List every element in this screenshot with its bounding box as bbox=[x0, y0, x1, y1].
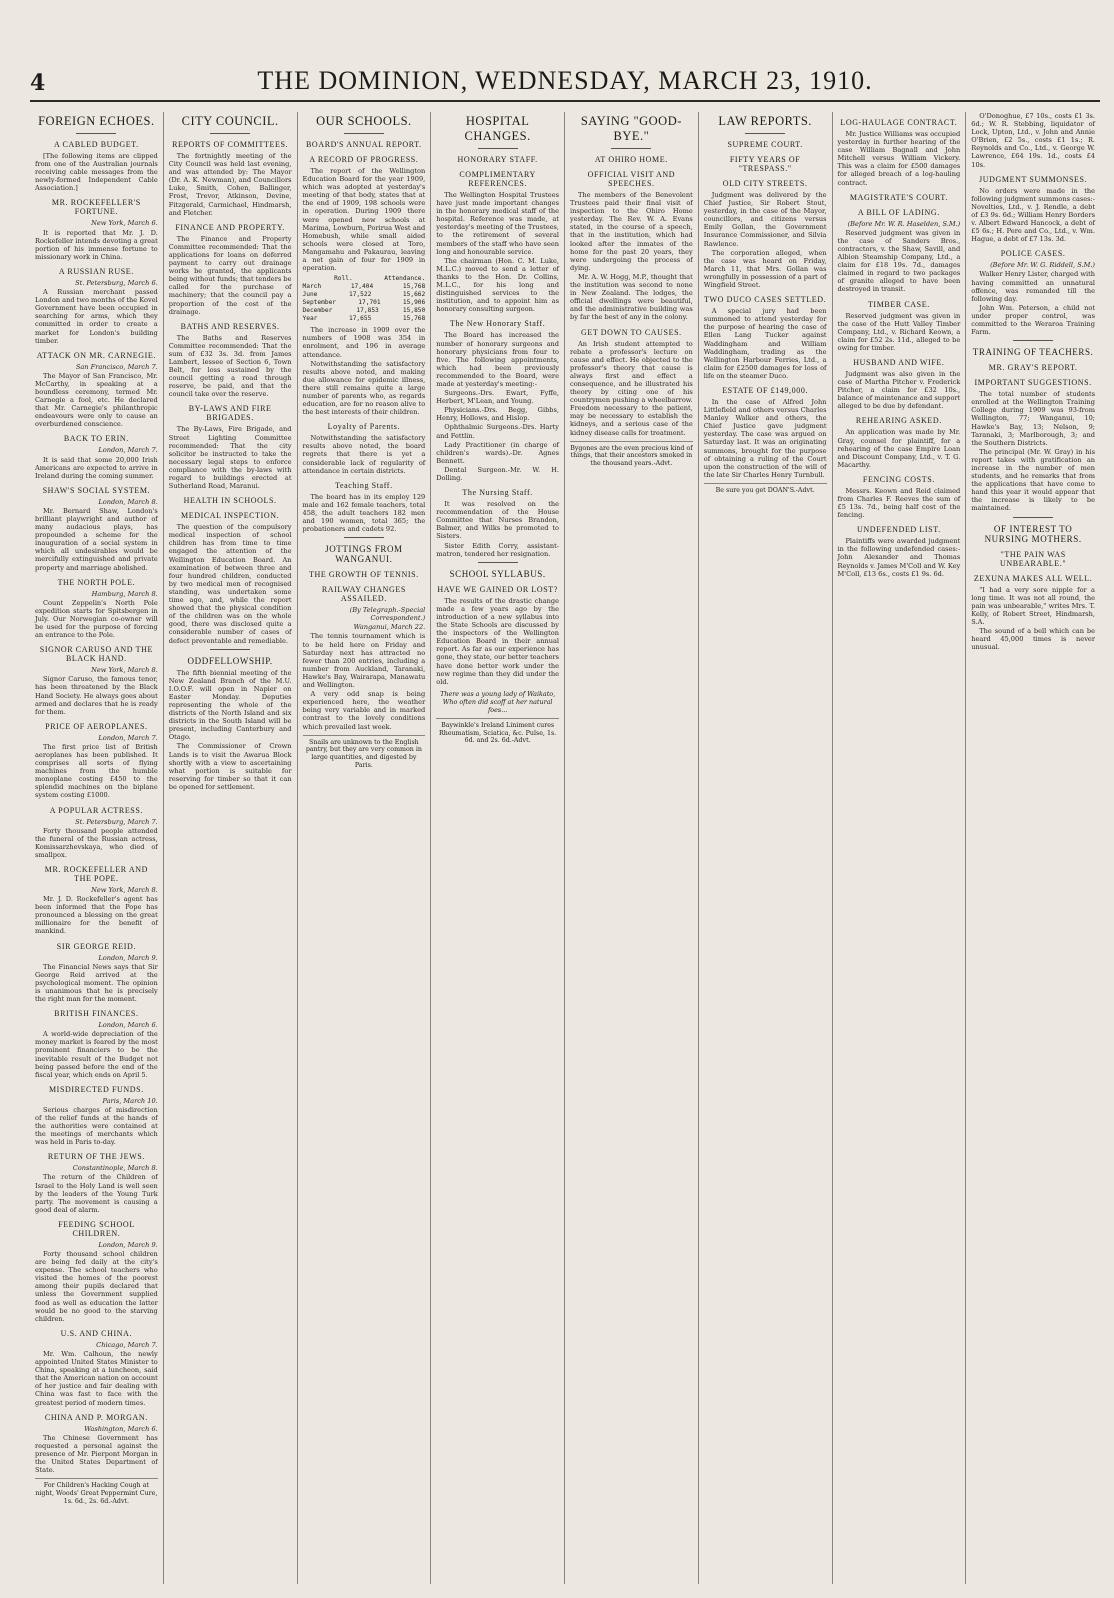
article-subhead: FINANCE AND PROPERTY. bbox=[175, 222, 285, 232]
article-subhead: JUDGMENT SUMMONSES. bbox=[979, 174, 1088, 184]
article-paragraph: The fifth biennial meeting of the New Zealand Branch of the M.U. I.O.O.F. will open in Napier on Easter Monday. Deputies representing the whole of the districts of the North Island and six districts in the South Island will be present, including Canterbury and Otago. bbox=[168, 668, 292, 742]
article-paragraph: An application was made by Mr. Gray, counsel for plaintiff, for a rehearing of the case Empire Loan and Discount Company, Ltd., v. T. G. Macarthy. bbox=[837, 428, 961, 469]
article-subhead: Teaching Staff. bbox=[335, 480, 393, 490]
article-subhead: HAVE WE GAINED OR LOST? bbox=[437, 584, 558, 594]
table-header-cell: Attendance. bbox=[384, 275, 426, 283]
article-paragraph: Lady Practitioner (in charge of children's wards).-Dr. Agnes Bennett. bbox=[436, 440, 559, 465]
column-3 bbox=[298, 112, 432, 1584]
table-cell: 17,701 bbox=[358, 299, 381, 307]
advertisement: Bygones are the even precious kind of things, that their ancestors smoked in the thousand years.-Advt. bbox=[570, 441, 693, 468]
article-paragraph: Serious charges of misdirection of the relief funds at the hands of the authorities were contained at the meetings of merchants which was held in Paris to-day. bbox=[35, 1105, 158, 1147]
article-subhead: SUPREME COURT. bbox=[727, 140, 803, 149]
article-paragraph: The fortnightly meeting of the City Council was held last evening, and was attended by: The Mayor (Dr. A. K. Newman), and Councillors Luke, Smith, Cohen, Ballinger, Frost, Trevor, Atkinson, Devine, Fitzgerald, Carmichael, Hindmarsh, and Fletcher. bbox=[168, 152, 292, 217]
article-paragraph: The report of the Wellington Education Board for the year 1909, which was adopted at yesterday's meeting of that body, states that at the end of 1909, 198 schools were in operation. During 1909 there were opened new schools at Marima, Lowburn, Porirua West and Homebush, while small aided schools were closed at Toro, Mangamahu and Pakaurau, leaving a net gain of four for 1909 in operation. bbox=[302, 167, 426, 273]
article-paragraph: The Mayor of San Francisco, Mr. McCarthy, in speaking at a boundless ceremony, termed Mr. Carnegie a fool, etc. He declared that Mr. Carnegie's philanthropic endeavours were only to cause an overburdened conscience. bbox=[35, 371, 158, 429]
dateline: Wanganui, March 22. bbox=[353, 623, 426, 632]
article-subhead: ATTACK ON MR. CARNEGIE. bbox=[36, 350, 156, 360]
table-header-row bbox=[303, 275, 426, 283]
article-paragraph: A very odd snap is being experienced here, the weather being very variable and in marked contrast to the lovely conditions which prevailed last week. bbox=[302, 690, 426, 731]
article-subhead: UNDEFENDED LIST. bbox=[857, 525, 941, 535]
article-paragraph: The members of the Benevolent Trustees paid their final visit of inspection to the Ohiro Home yesterday. The Rev. W. A. Evans stated, in the course of a speech, that in the institution, which had looked after the inmates of the home for the past 20 years, they were undergoing the process of dying. bbox=[570, 191, 693, 272]
dateline: Washington, March 6. bbox=[84, 1424, 158, 1433]
dateline: Paris, March 10. bbox=[102, 1096, 158, 1105]
column-7 bbox=[833, 112, 967, 1584]
table-row bbox=[303, 299, 426, 307]
article-paragraph: Count Zeppelin's North Pole expedition starts for Spitsbergen in July. Our Norwegian co-owner will be used for the purpose of forcing an entrance to the Pole. bbox=[35, 598, 158, 640]
table-cell: Year bbox=[302, 315, 318, 323]
column-6 bbox=[699, 112, 833, 1584]
dateline: San Francisco, March 7. bbox=[75, 362, 158, 371]
article-subhead: MR. GRAY'S REPORT. bbox=[988, 363, 1078, 373]
article-paragraph: In the case of Alfred John Littlefield and others versus Charles Manley Walker and others, the Chief Justice gave judgment yesterday. The case was argued on Saturday last. It was an originating summons, brought for the purpose of obtaining a ruling of the Court upon the construction of the will of the late Sir Charles Henry Turnbull. bbox=[703, 397, 827, 479]
paper-title: THE DOMINION, WEDNESDAY, MARCH 23, 1910. bbox=[257, 66, 873, 95]
article-paragraph: Dental Surgeon.-Mr. W. H. Dolling. bbox=[436, 465, 559, 482]
advertisement: Snails are unknown to the English pantry, but they are very common in large quantities, and digested by Paris. bbox=[303, 735, 426, 770]
article-paragraph: The Board has increased the number of honorary surgeons and honorary physicians from four to five. The following appointments, which had been previously recommended to the Board, were made at yesterday's meeting:- bbox=[436, 331, 559, 388]
article-paragraph: The first price list of British aeroplanes has been published. It comprises all sorts of flying machines from the humble monoplane costing £450 to the splendid machines on the biplane system costing £1000. bbox=[35, 742, 158, 800]
byline: (By Telegraph.-Special Correspondent.) bbox=[349, 606, 426, 623]
article-subhead: TWO DUCO CASES SETTLED. bbox=[704, 295, 827, 305]
article-paragraph: Mr. J. D. Rockefeller's agent has been informed that the Pope has pronounced a blessing on the great millionaire for the benefit of mankind. bbox=[35, 895, 158, 936]
article-subhead: FIFTY YEARS OF "TRESPASS." bbox=[729, 155, 801, 173]
article-paragraph: The Finance and Property Committee recommended: That the applications for loans on deferred payment to carry out drainage works be granted, the applicants being without funds; that tenders be called for the purchase of machinery; that the council pay a proportion of the cost of the drainage. bbox=[168, 234, 292, 316]
table-cell: March bbox=[302, 283, 322, 291]
article-subhead: COMPLIMENTARY REFERENCES. bbox=[459, 170, 536, 188]
table-cell: 15,906 bbox=[402, 299, 426, 307]
article-paragraph: The total number of students enrolled at the Wellington Training College during 1909 was 93-from Wellington, 77; Wanganui, 10; Hawke's Bay, 13; Nelson, 9; Taranaki, 3; Marlborough, 3; and the Southern Districts. bbox=[971, 390, 1095, 447]
section-rule bbox=[1013, 517, 1053, 518]
article-subhead: BOARD'S ANNUAL REPORT. bbox=[306, 140, 422, 149]
article-heading: SCHOOL SYLLABUS. bbox=[449, 568, 546, 579]
article-subhead: A RUSSIAN RUSE. bbox=[58, 266, 134, 276]
article-paragraph: No orders were made in the following judgment summons cases:-Novelties, Ltd., v. J. Rendle, a debt of £3 9s. 6d.; William Henry Borders v. Albert Edward Hancock, a debt of £5 6s.; H. Pere and Co., Ltd., v. Wm. Hague, a debt of £7 13s. 3d. bbox=[971, 186, 1095, 244]
dateline: London, March 8. bbox=[98, 497, 158, 506]
table-cell: 15,768 bbox=[402, 283, 426, 291]
column-8 bbox=[966, 112, 1100, 1584]
article-subhead: BRITISH FINANCES. bbox=[54, 1009, 139, 1019]
article-paragraph: The chairman (Hon. C. M. Luke, M.L.C.) moved to send a letter of thanks to the Hon. Dr. Collins, M.L.C., for his long and distinguished services to the institution, and to appoint him as honorary consulting surgeon. bbox=[436, 256, 559, 314]
article-subhead: The New Honorary Staff. bbox=[449, 319, 546, 329]
column-heading: OUR SCHOOLS. bbox=[316, 114, 412, 128]
article-subhead: THE GROWTH OF TENNIS. bbox=[308, 570, 419, 580]
article-subhead: SIGNOR CARUSO AND THE BLACK HAND. bbox=[39, 645, 153, 664]
table-cell: December bbox=[302, 307, 333, 315]
article-subhead: POLICE CASES. bbox=[1000, 249, 1066, 259]
table-header-cell: Roll. bbox=[334, 275, 353, 283]
article-paragraph: Surgeons.-Drs. Ewart, Fyffe, Herbert, M'Lean, and Young. bbox=[436, 389, 559, 406]
article-subhead: BACK TO ERIN. bbox=[63, 434, 129, 444]
heading-rule bbox=[478, 148, 518, 149]
article-paragraph: The Chinese Government has requested a personal against the presence of Mr. Pierpont Morgan in the United States Department of State. bbox=[35, 1433, 158, 1475]
article-subhead: HUSBAND AND WIFE. bbox=[853, 357, 945, 367]
article-columns bbox=[30, 112, 1100, 1584]
article-subhead: BY-LAWS AND FIRE BRIGADES. bbox=[188, 404, 272, 423]
article-paragraph: The increase in 1909 over the numbers of 1908 was 354 in enrolment, and 196 in average attendance. bbox=[302, 326, 426, 359]
article-paragraph: The sound of a bell which can be heard 45,000 times is never unusual. bbox=[971, 627, 1095, 652]
masthead bbox=[30, 62, 1100, 102]
column-4 bbox=[431, 112, 565, 1584]
article-subhead: AT OHIRO HOME. bbox=[594, 155, 668, 164]
article-paragraph: The Financial News says that Sir George Reid arrived at the psychological moment. The opinion is unanimous that he is precisely the right man for the moment. bbox=[35, 962, 158, 1004]
article-paragraph: The Commissioner of Crown Lands is to visit the Awarua Block shortly with a view to ascertaining what portion is suitable for reserving for timber so that it can be opened for settlement. bbox=[168, 742, 292, 791]
article-subhead: A POPULAR ACTRESS. bbox=[49, 805, 144, 815]
dateline: New York, March 8. bbox=[91, 886, 158, 894]
table-cell: 17,655 bbox=[348, 315, 372, 323]
article-subhead: A CABLED BUDGET. bbox=[53, 140, 139, 149]
column-heading: FOREIGN ECHOES. bbox=[38, 114, 155, 128]
table-cell: 15,768 bbox=[402, 315, 426, 323]
article-paragraph: Mr. Justice Williams was occupied yesterday in further hearing of the case William Bagnall and John Mitchell versus William Vickery. This was a claim for £500 damages for alleged breach of a log-hauling contract. bbox=[837, 130, 961, 187]
article-paragraph: It is said that some 20,000 Irish Americans are expected to arrive in Ireland during the coming summer. bbox=[35, 455, 158, 480]
advertisement: For Children's Hacking Cough at night, Woods' Great Peppermint Cure, 1s. 6d., 2s. 6d.-Advt. bbox=[35, 1478, 158, 1505]
article-subhead: A RECORD OF PROGRESS. bbox=[309, 155, 419, 164]
article-subhead: FENCING COSTS. bbox=[862, 474, 935, 484]
table-row bbox=[303, 283, 426, 291]
table-row bbox=[303, 315, 426, 323]
article-heading: TRAINING OF TEACHERS. bbox=[972, 347, 1094, 358]
article-paragraph: The By-Laws, Fire Brigade, and Street Lighting Committee recommended: That the city solicitor be instructed to take the necessary legal steps to enforce compliance with the by-laws with regard to buildings erected at Sutherland Road, Maranui. bbox=[168, 425, 292, 491]
article-paragraph: Notwithstanding the satisfactory results above noted, and making due allowance for epidemic illness, there still remains quite a large number of parents who, as regards education, are for no reason alive to the best interests of their children. bbox=[302, 359, 426, 417]
article-paragraph: Notwithstanding the satisfactory results above noted, the board regrets that there is yet a considerable lack of regularity of attendance in certain districts. bbox=[302, 434, 426, 475]
column-heading: SAYING "GOOD-BYE." bbox=[580, 114, 682, 143]
advertisement: Baywinkle's Ireland Liniment cures Rheumatism, Sciatica, &c. Pulse, 1s. 6d. and 2s. 6d.-Advt. bbox=[436, 718, 559, 745]
heading-rule bbox=[344, 133, 384, 134]
article-subhead: SIR GEORGE REID. bbox=[56, 941, 136, 951]
article-subhead: MEDICAL INSPECTION. bbox=[181, 511, 280, 521]
article-paragraph: Physicians.-Drs. Begg, Gibbs, Henry, Hollows, and Hislop. bbox=[436, 406, 559, 423]
article-paragraph: Mr. Wm. Calhoun, the newly appointed United States Minister to China, speaking at a luncheon, said that the American nation on account of her justice and fair dealing with China was fast to face with the greatest period of modern times. bbox=[35, 1349, 158, 1407]
article-paragraph: A Russian merchant passed London and two months of the Kovel Government have been occupied in searching for arms, which they committed in order to create a market for London's building timber. bbox=[35, 288, 158, 345]
dateline: (Before Mr. W. R. Haselden, S.M.) bbox=[847, 219, 961, 228]
verse: There was a young lady of Waikato, Who often did scoff at her natural foes... bbox=[440, 689, 556, 714]
article-paragraph: An Irish student attempted to rebate a professor's lecture on cause and effect. He objected to the professor's theory that cause is always first and effect a consequence, and he illustrated his theory by citing one of his countrymen pushing a wheelbarrow. Freedom necessary to the patient, may be necessary to establish the kidneys, and a serious case of the kidney disease calls for treatment. bbox=[570, 339, 693, 437]
column-heading: CITY COUNCIL. bbox=[181, 114, 279, 128]
article-subhead: MR. ROCKEFELLER AND THE POPE. bbox=[44, 865, 148, 883]
article-paragraph: Sister Edith Corry, assistant-matron, tendered her resignation. bbox=[436, 541, 559, 558]
column-heading: LAW REPORTS. bbox=[718, 114, 812, 128]
article-subhead: Loyalty of Parents. bbox=[327, 422, 401, 432]
article-paragraph: The board has in its employ 129 male and 162 female teachers, total 458, the adult teachers 182 men and 190 women, total 365; the probationers and cadets 92. bbox=[302, 492, 426, 534]
column-2 bbox=[164, 112, 298, 1584]
table-row bbox=[303, 291, 426, 299]
dateline: New York, March 6. bbox=[91, 219, 158, 228]
article-subhead: LOG-HAULAGE CONTRACT. bbox=[840, 118, 958, 127]
article-paragraph: The question of the compulsory medical inspection of school children has from time to time engaged the attention of the Wellington Education Board. An examination of between three and four hundred children, conducted by two medical men of recognised standing, was undertaken some time ago, and, while the report showed that the physical condition of the children was on the whole good, there was disclosed quite a considerable number of cases of defect preventable and remediable. bbox=[168, 523, 292, 645]
dateline: Constantinople, March 8. bbox=[72, 1164, 158, 1173]
heading-rule bbox=[76, 133, 116, 134]
table-cell: 17,404 bbox=[350, 283, 374, 291]
article-subhead: MISDIRECTED FUNDS. bbox=[48, 1084, 144, 1094]
article-subhead: U.S. AND CHINA. bbox=[60, 1328, 133, 1338]
column-heading: HOSPITAL CHANGES. bbox=[464, 114, 531, 143]
heading-rule bbox=[210, 133, 250, 134]
article-paragraph: Walker Henry Lister, charged with having committed an unnatural offence, was remanded till the following day. bbox=[971, 270, 1095, 303]
dateline: London, March 9. bbox=[98, 953, 158, 962]
article-paragraph: Signor Caruso, the famous tenor, has been threatened by the Black Hand Society. He always goes about armed and declares that he is ready for them. bbox=[35, 675, 158, 716]
dateline: St. Petersburg, March 7. bbox=[75, 817, 158, 826]
dateline: Chicago, March 7. bbox=[96, 1340, 158, 1349]
article-paragraph: The principal (Mr. W. Gray) in his report takes with gratification an increase in the number of men students, and he remarks that from the applications that have come to hand this year it would appear that the increase is likely to be maintained. bbox=[971, 447, 1095, 513]
dateline: London, March 9. bbox=[98, 1240, 158, 1249]
article-paragraph: Mr. A. W. Hogg, M.P., thought that the institution was second to none in New Zealand. The lodges, the official dwellings were beautiful, and the administrative building was by far the best of any in the colony. bbox=[570, 272, 693, 322]
heading-rule bbox=[611, 148, 651, 149]
article-subhead: SHAW'S SOCIAL SYSTEM. bbox=[42, 485, 151, 495]
advertisement: Be sure you get DOAN'S.-Advt. bbox=[704, 483, 827, 495]
article-subhead: RETURN OF THE JEWS. bbox=[47, 1152, 145, 1162]
section-rule bbox=[210, 649, 250, 650]
article-subhead: GET DOWN TO CAUSES. bbox=[581, 327, 682, 337]
table-cell: June bbox=[302, 291, 318, 299]
article-subhead: PRICE OF AEROPLANES. bbox=[45, 721, 148, 731]
article-paragraph: Mr. Bernard Shaw, London's brilliant playwright and author of many audacious plays, has propounded a scheme for the inauguration of a social system in which all undesirables would be mercifully extinguished and private property and marriage abolished. bbox=[35, 506, 158, 572]
article-paragraph: Judgment was delivered by the Chief Justice, Sir Robert Stout, yesterday, in the case of the Mayor, councillors, and citizens versus Emily Gollan, the Government Insurance Commissioner, and Silvia Rawlence. bbox=[703, 191, 827, 248]
article-paragraph: Plaintiffs were awarded judgment in the following undefended cases:-John Alexander and Thomas Reynolds v. James M'Coll and W. Key M'Coll, £13 6s., costs £1 9s. 6d. bbox=[837, 537, 961, 578]
table-row bbox=[303, 307, 426, 315]
article-paragraph: Messrs. Keown and Reid claimed from Charles F. Reeves the sum of £5 13s. 7d., being half cost of the fencing. bbox=[837, 486, 961, 520]
section-rule bbox=[1013, 340, 1053, 341]
article-paragraph: O'Donoghue, £7 10s., costs £1 3s. 6d.; W. R. Stebbing, liquidator of Lock, Upton, Ltd., v. John and Annie O'Brien, £2 5s., costs £1 1s.; R. Reynolds and Co., Ltd., v. George W. Lawrence, £64 19s. 1d., costs £4 10s. bbox=[971, 112, 1095, 169]
dateline: (Before Mr. W. G. Riddell, S.M.) bbox=[990, 261, 1095, 270]
column-5 bbox=[565, 112, 699, 1584]
article-paragraph: Judgment was also given in the case of Martha Pitcher v. Frederick Pitcher, a claim for £32 10s., balance of maintenance and support alleged to be due by defendant. bbox=[837, 369, 961, 411]
article-subhead: MR. ROCKEFELLER'S FORTUNE. bbox=[51, 198, 141, 217]
article-paragraph: "I had a very sore nipple for a long time. It was not all round, the pain was unbearable," writes Mrs. T. Kelly, of Robert Street, Hindmarsh, S.A. bbox=[971, 585, 1095, 626]
article-paragraph: It is reported that Mr. J. D. Rockefeller intends devoting a great portion of his immense fortune to missionary work in China. bbox=[35, 228, 158, 261]
article-paragraph: The tennis tournament which is to be held here on Friday and Saturday next has attracted no fewer than 200 entries, including a number from Auckland, Taranaki, Hawke's Bay, Wairarapa, Manawatu and Wellington. bbox=[302, 632, 426, 690]
article-subhead: OLD CITY STREETS. bbox=[722, 179, 808, 188]
article-subhead: BATHS AND RESERVES. bbox=[180, 321, 280, 331]
article-paragraph: The corporation alleged, when the case was heard on Friday, March 11, that Mrs. Gollan was wrongfully in possession of a part of Wingfield Street. bbox=[703, 248, 827, 290]
article-subhead: FEEDING SCHOOL CHILDREN. bbox=[58, 1219, 135, 1238]
dateline: London, March 6. bbox=[98, 1021, 158, 1030]
article-subhead: The Nursing Staff. bbox=[462, 488, 533, 498]
article-paragraph: Reserved judgment was given in the case of Sanders Bros., contractors, v. the Shaw, Savill, and Albion Steamship Company, Ltd., a claim for £18 19s. 7d., damages claimed in regard to two packages of granite alleged to have been destroyed in transit. bbox=[837, 228, 961, 294]
article-subhead: ZEXUNA MAKES ALL WELL. bbox=[973, 573, 1093, 583]
article-paragraph: John Wm. Peterson, a child not under proper control, was committed to the Weraroa Training Farm. bbox=[971, 303, 1095, 337]
article-heading: ODDFELLOWSHIP. bbox=[187, 655, 273, 666]
article-paragraph: Reserved judgment was given in the case of the Hutt Valley Timber Company, Ltd., v. Richard Keown, a claim for £52 2s. 11d., alleged to be owing for timber. bbox=[837, 311, 961, 352]
article-paragraph: [The following items are clipped from one of the Australian journals receiving cable messages from the newly-formed Independent Cable Association.] bbox=[35, 152, 158, 193]
dateline: Hamburg, March 8. bbox=[91, 589, 158, 598]
dateline: New York, March 8. bbox=[91, 666, 158, 675]
article-paragraph: Ophthalmic Surgeons.-Drs. Harty and Fettlin. bbox=[436, 423, 559, 440]
dateline: London, March 7. bbox=[98, 446, 158, 455]
attendance-table bbox=[303, 275, 426, 323]
section-rule bbox=[344, 537, 384, 538]
article-subhead: OFFICIAL VISIT AND SPEECHES. bbox=[587, 170, 676, 188]
article-paragraph: Forty thousand people attended the funeral of the Russian actress, Komissarzhevskaya, who died of smallpox. bbox=[35, 826, 158, 859]
page-number: 4 bbox=[30, 70, 46, 96]
section-rule bbox=[478, 562, 518, 563]
article-paragraph: The Wellington Hospital Trustees have just made important changes in the honorary medical staff of the hospital. Reference was made, at yesterday's meeting of the Trustees, to the retirement of several members of the staff who have seen long and honourable service. bbox=[436, 191, 559, 256]
table-cell: 15,662 bbox=[402, 291, 426, 299]
column-1 bbox=[30, 112, 164, 1584]
article-paragraph: It was resolved on the recommendation of the House Committee that Nurses Brandon, Balmer, and Wilks be promoted to Sisters. bbox=[436, 500, 559, 541]
article-subhead: HEALTH IN SCHOOLS. bbox=[183, 496, 277, 506]
table-cell: 17,522 bbox=[348, 291, 372, 299]
article-subhead: IMPORTANT SUGGESTIONS. bbox=[974, 378, 1092, 388]
article-subhead: A BILL OF LADING. bbox=[857, 207, 940, 217]
article-subhead: THE NORTH POLE. bbox=[57, 577, 136, 587]
article-subhead: HONORARY STAFF. bbox=[457, 155, 538, 164]
article-paragraph: A world-wide depreciation of the money market is feared by the most prominent financiers to be the inevitable result of the Budget not being passed before the end of the fiscal year, which ends on April 5. bbox=[35, 1030, 158, 1079]
article-paragraph: The return of the Children of Israel to the Holy Land is well seen by the leaders of the Young Turk party. The movement is causing a good deal of alarm. bbox=[35, 1173, 158, 1214]
article-subhead: "THE PAIN WAS UNBEARABLE." bbox=[1000, 549, 1067, 568]
article-paragraph: A special jury had been summoned to attend yesterday for the purpose of hearing the case of Ellen Lang Tucker against Waddingham and William Waddingham, trading as the Wellington Harbour Ferries, Ltd., a claim for £2500 damages for loss of life on the steamer Duco. bbox=[703, 307, 827, 380]
article-subhead: TIMBER CASE. bbox=[867, 299, 930, 309]
article-subhead: CHINA AND P. MORGAN. bbox=[44, 1412, 148, 1422]
article-subhead: ESTATE OF £149,000. bbox=[722, 385, 809, 395]
article-subhead: MAGISTRATE'S COURT. bbox=[849, 192, 948, 202]
article-subhead: REHEARING ASKED. bbox=[855, 416, 942, 426]
table-cell: 17,853 bbox=[356, 307, 379, 315]
table-cell: September bbox=[302, 299, 337, 307]
dateline: London, March 7. bbox=[98, 733, 158, 742]
article-heading: JOTTINGS FROM WANGANUI. bbox=[325, 544, 403, 565]
article-heading: OF INTEREST TO NURSING MOTHERS. bbox=[984, 523, 1082, 544]
article-paragraph: The results of the drastic change made a few years ago by the introduction of a new syllabus into the State Schools are discussed by the inspectors of the Wellington Education Board in their annual report. As far as our experience has gone, they state, our better teachers have done better work under the new regime than they did under the old. bbox=[436, 596, 560, 686]
table-cell: 15,850 bbox=[402, 307, 426, 315]
article-subhead: RAILWAY CHANGES ASSAILED. bbox=[321, 585, 406, 604]
dateline: St. Petersburg, March 6. bbox=[75, 278, 158, 287]
heading-rule bbox=[745, 133, 785, 134]
article-paragraph: The Baths and Reserves Committee recommended: That the sum of £32 3s. 3d. from James Lambert, lessee of Section 6, Town Belt, for loss sustained by the council getting a road through reserve, be paid, and that the council take over the reserve. bbox=[168, 333, 292, 399]
article-subhead: REPORTS OF COMMITTEES. bbox=[172, 140, 289, 149]
article-paragraph: Forty thousand school children are being fed daily at the city's expense. The school teachers who visited the homes of the poorest among their pupils declared that unless the Government supplied food as well as education the latter would be no good to the starving children. bbox=[35, 1250, 158, 1323]
